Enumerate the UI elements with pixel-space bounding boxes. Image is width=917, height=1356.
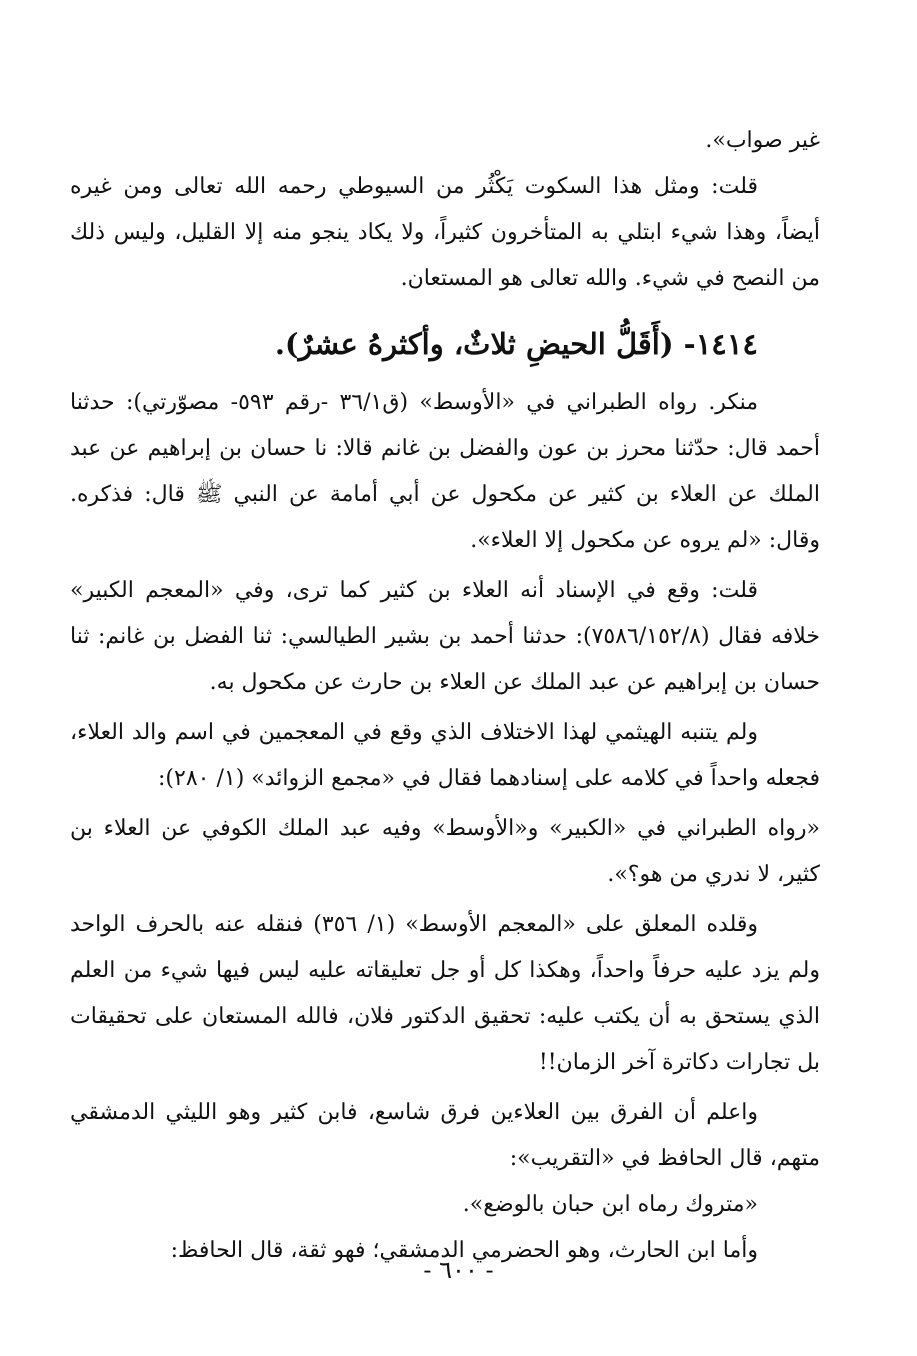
paragraph-ibn-harith: وأما ابن الحارث، وهو الحضرمي الدمشقي؛ فهو ثقة، قال الحافظ: <box>170 1238 758 1263</box>
paragraph-isnad-note: قلت: وقع في الإسناد أنه العلاء بن كثير كما ترى، وفي «المعجم الكبير» خلافه فقال (٧٥٨٦/١٥٢/٨): حدثنا أحمد بن بشير الطيالسي: ثنا الفضل بن غانم: ثنا حسان بن إبراهيم عن عبد الملك عن العلاء بن حارث عن مكحول به. <box>70 578 820 695</box>
paragraph-continuation: غير صواب». <box>705 128 820 153</box>
paragraph-hadith-ruling: منكر. رواه الطبراني في «الأوسط» (ق٣٦/١ -رقم ٥٩٣- مصوّرتي): حدثنا أحمد قال: حدّثنا محرز بن عون والفضل بن غانم قالا: نا حسان بن إبراهيم عن عبد الملك عن العلاء بن كثير عن مكحول عن أبي أمامة عن النبي ﷺ قال: فذكره. وقال: «لم يروه عن مكحول إلا العلاء». <box>70 390 820 553</box>
hadith-heading: ١٤١٤- (أَقَلُّ الحيضِ ثلاثٌ، وأكثرهُ عشرٌ). <box>274 327 758 361</box>
page-number: - ٦٠٠ - <box>423 1256 494 1284</box>
paragraph-taqrib-quote: «متروك رماه ابن حبان بالوضع». <box>462 1192 758 1217</box>
paragraph-haythami-quote: «رواه الطبراني في «الكبير» و«الأوسط» وفيه عبد الملك الكوفي عن العلاء بن كثير، لا ندري من هو؟». <box>70 816 820 887</box>
paragraph-comment-suyuti: قلت: ومثل هذا السكوت يَكْثُر من السيوطي رحمه الله تعالى ومن غيره أيضاً، وهذا شيء ابتلي به المتأخرون كثيراً، ولا يكاد ينجو منه إلا القليل، وليس ذلك من النصح في شيء. والله تعالى هو المستعان. <box>70 174 820 291</box>
paragraph-annotator-critique: وقلده المعلق على «المعجم الأوسط» (١/ ٣٥٦) فنقله عنه بالحرف الواحد ولم يزد عليه حرفاً واحداً، وهكذا كل أو جل تعليقاته عليه ليس فيها شيء من العلم الذي يستحق به أن يكتب عليه: تحقيق الدكتور فلان، فالله المستعان على تحقيقات بل تجارات دكاترة آخر الزمان!! <box>70 912 820 1075</box>
paragraph-difference: واعلم أن الفرق بين العلاءين فرق شاسع، فابن كثير وهو الليثي الدمشقي متهم، قال الحافظ في «التقريب»: <box>70 1100 820 1171</box>
page-body <box>70 118 820 1274</box>
paragraph-haythami: ولم يتنبه الهيثمي لهذا الاختلاف الذي وقع في المعجمين في اسم والد العلاء، فجعله واحداً في كلامه على إسنادهما فقال في «مجمع الزوائد» (١/ ٢٨٠): <box>70 720 820 791</box>
